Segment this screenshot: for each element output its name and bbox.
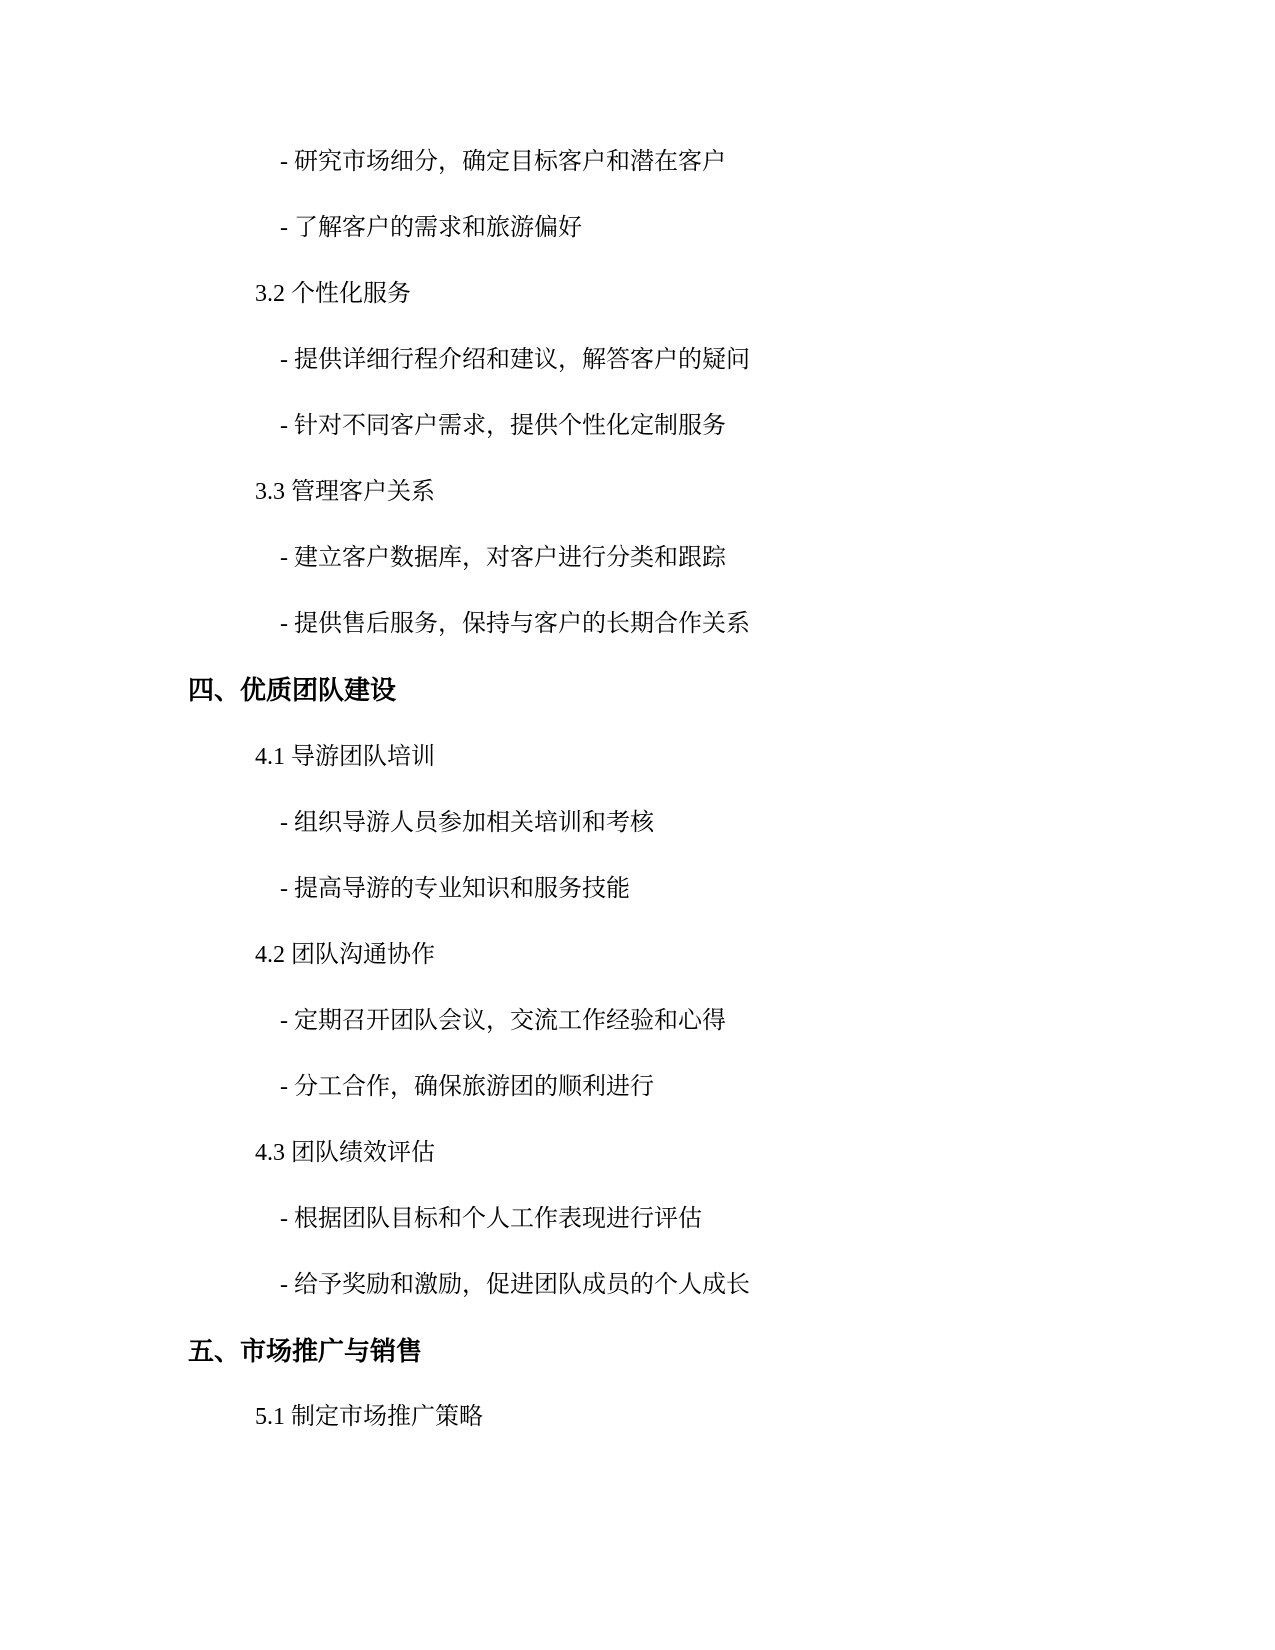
section-heading-5: 五、市场推广与销售: [188, 1337, 423, 1367]
bullet-team-meetings: - 定期召开团队会议，交流工作经验和心得: [280, 1008, 726, 1034]
bullet-market-segmentation: - 研究市场细分，确定目标客户和潜在客户: [280, 149, 726, 175]
bullet-guide-skills: - 提高导游的专业知识和服务技能: [280, 876, 630, 902]
subheading-4-1: 4.1 导游团队培训: [255, 744, 435, 770]
section-heading-4: 四、优质团队建设: [188, 676, 397, 706]
bullet-customer-database: - 建立客户数据库，对客户进行分类和跟踪: [280, 545, 726, 571]
subheading-4-3: 4.3 团队绩效评估: [255, 1140, 435, 1166]
bullet-after-sales: - 提供售后服务，保持与客户的长期合作关系: [280, 611, 750, 637]
bullet-customer-needs: - 了解客户的需求和旅游偏好: [280, 215, 582, 241]
bullet-rewards: - 给予奖励和激励，促进团队成员的个人成长: [280, 1272, 750, 1298]
subheading-3-3: 3.3 管理客户关系: [255, 479, 435, 505]
bullet-itinerary-advice: - 提供详细行程介绍和建议，解答客户的疑问: [280, 347, 750, 373]
bullet-guide-training: - 组织导游人员参加相关培训和考核: [280, 810, 654, 836]
bullet-custom-service: - 针对不同客户需求，提供个性化定制服务: [280, 413, 726, 439]
bullet-performance-evaluation: - 根据团队目标和个人工作表现进行评估: [280, 1206, 702, 1232]
subheading-5-1: 5.1 制定市场推广策略: [255, 1404, 483, 1430]
subheading-4-2: 4.2 团队沟通协作: [255, 942, 435, 968]
bullet-division-of-work: - 分工合作，确保旅游团的顺利进行: [280, 1074, 654, 1100]
subheading-3-2: 3.2 个性化服务: [255, 281, 411, 307]
